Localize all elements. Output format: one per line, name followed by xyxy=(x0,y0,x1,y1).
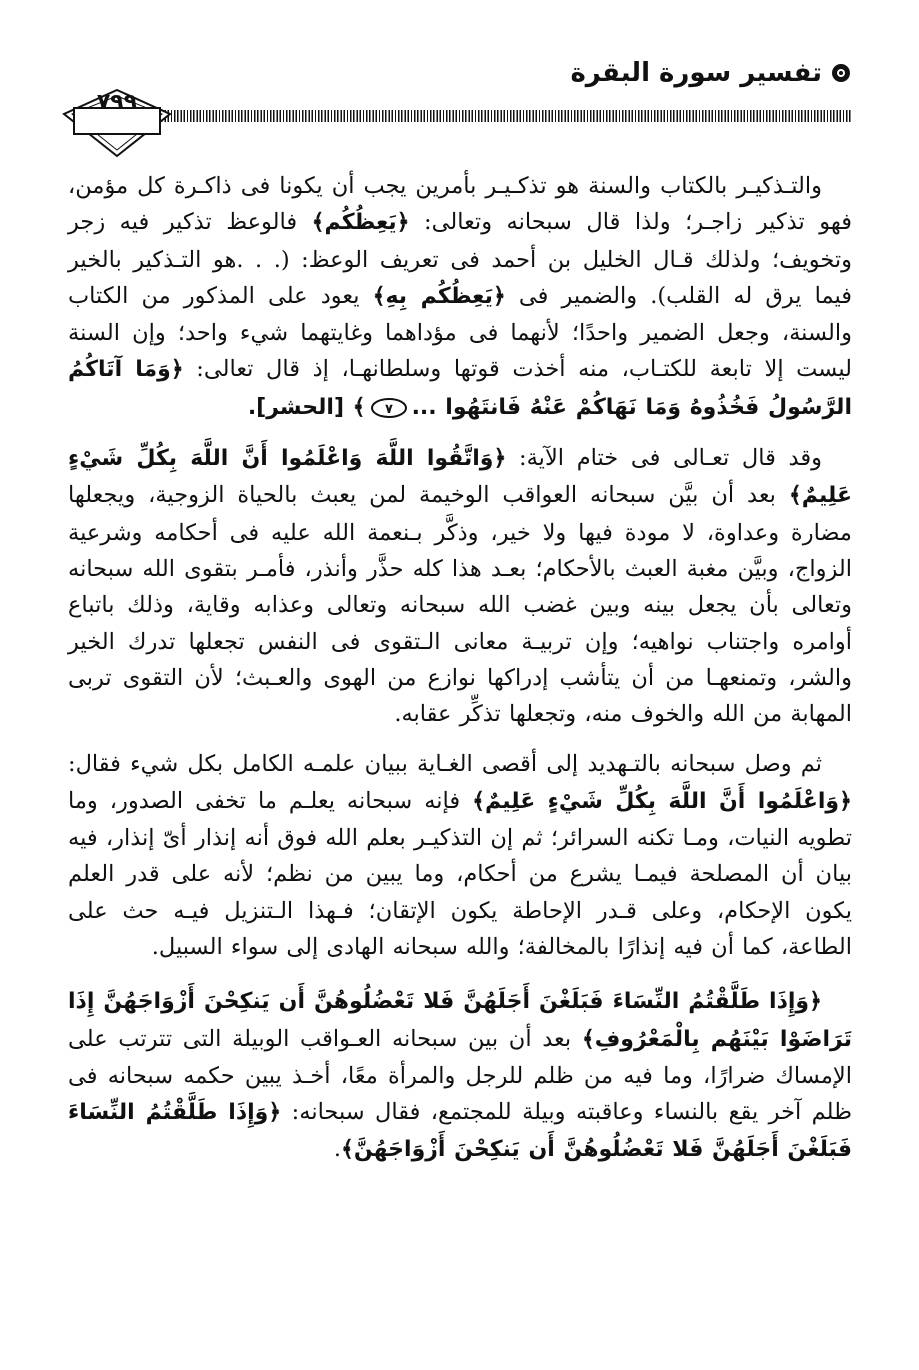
text-run: ثم وصل سبحانه بالتـهديد إلى أقصى الغـاية ببيان علمـه الكامل بكل شيء فقال: xyxy=(68,751,822,778)
quran-quote: ﴿وَاتَّقُوا اللَّهَ وَاعْلَمُوا أَنَّ اللَّهَ بِكُلِّ شَيْءٍ عَلِيمٌ﴾ xyxy=(68,446,852,509)
page-body xyxy=(68,168,852,1175)
page-header xyxy=(62,58,852,158)
quran-quote: ﴿وَإِذَا طَلَّقْتُمُ النِّسَاءَ فَبَلَغْنَ أَجَلَهُنَّ فَلا تَعْضُلُوهُنَّ أَن يَنكِحْنَ أَزْوَاجَهُنَّ إِذَا تَرَاضَوْا بَيْنَهُم بِالْمَعْرُوفِ﴾ xyxy=(68,989,852,1052)
text-run: فالوعظ تذكير فيه زجر وتخويف؛ ولذلك قـال الخليل بن أحمد فى تعريف الوعظ: (. . .هو التـذكير بالخير فيما يرق له القلب). والضمير فى xyxy=(68,209,852,309)
paragraph-1 xyxy=(68,168,852,426)
text-run: وقد قال تعـالى فى ختام الآية: xyxy=(506,445,822,472)
quran-quote: ﴿وَمَا آتَاكُمُ الرَّسُولُ فَخُذُوهُ وَمَا نَهَاكُمْ عَنْهُ فَانتَهُوا ... xyxy=(68,357,852,420)
ayah-number-marker xyxy=(370,397,408,419)
paragraph-4 xyxy=(68,983,852,1168)
header-rule xyxy=(142,110,852,122)
text-run: يعود على المذكور من الكتاب والسنة، وجعل الضمير واحدًا؛ لأنهما فى مؤداهما وغايتهما شيء واحد؛ وإن السنة ليست إلا تابعة للكتـاب، منه أخذت قوتها وسلطانهـا، إذ قال تعالى: xyxy=(68,282,852,383)
quran-quote: ﴿يَعِظُكُم بِهِ﴾ xyxy=(372,283,506,309)
quran-quote: ﴿وَإِذَا طَلَّقْتُمُ النِّسَاءَ فَبَلَغْنَ أَجَلَهُنَّ فَلا تَعْضُلُوهُنَّ أَن يَنكِحْنَ أَزْوَاجَهُنَّ﴾ xyxy=(68,1100,852,1163)
quran-quote: ﴿يَعِظُكُم﴾ xyxy=(311,210,410,236)
text-run: ﴾ [الحشر]. xyxy=(247,394,366,420)
text-run: بعد أن بيَّن سبحانه العواقب الوخيمة لمن يعبث بالحياة الزوجية، ويجعلها مضارة وعداوة، لا مودة فيها ولا خير، وذكَّر بـنعمة الله عليه فى أحكامه وشرعية الزواج، وبيَّن مغبة العبث بالأحكام؛ بعـد هذا كله حذَّر وأنذر، فأمـر بتقوى الله سبحانه وتعالى بأن يجعل بينه وبين غضب الله سبحانه وتعالى وعذابه وقاية، وذلك باتباع أوامره واجتناب نواهيه؛ وإن تربيـة معانى الـتقوى فى النفس تجعلها تدرك الخير والشر، وتمنعهـا من أن يتأشب إدراكها نوازع من الهوى والعـبث؛ لأن التقوى تربى المهابة من الله والخوف منه، وتجعلها تذكِّر عقابه. xyxy=(68,482,852,728)
paragraph-2 xyxy=(68,440,852,732)
quran-quote: ﴿وَاعْلَمُوا أَنَّ اللَّهَ بِكُلِّ شَيْءٍ عَلِيمٌ﴾ xyxy=(472,788,852,814)
page-number: ٧٩٩ xyxy=(96,90,138,115)
paragraph-3 xyxy=(68,746,852,965)
text-run: والتـذكيـر بالكتاب والسنة هو تذكـيـر بأمرين يجب أن يكونا فى ذاكـرة كل مؤمن، فهو تذكير زاجـر؛ ولذا قال سبحانه وتعالى: xyxy=(68,173,852,236)
running-title xyxy=(570,58,852,88)
text-run: فإنه سبحانه يعلـم ما تخفى الصدور، وما تطويه النيات، ومـا تكنه السرائر؛ ثم إن التذكيـر بعلم الله فوق أنه إنذار أىّ إنذار، فيه بيان أن المصلحة فيمـا يشرع من أحكام، وما يبين من نظم؛ لأنه على قدر العلم يكون الإحكام، وعلى قـدر الإحاطة يكون الإتقان؛ فـهذا الـتنزيل فيـه حث على الطاعة، كما أن فيه إنذارًا بالمخالفة؛ والله سبحانه الهادى إلى سواء السبيل. xyxy=(68,787,852,960)
ornament-icon xyxy=(830,62,852,84)
text-run: بعد أن بين سبحانه العـواقب الوبيلة التى تترتب على الإمساك ضرارًا، وما فيه من ظلم للرجل والمرأة معًا، أخـذ يبين حكمه سبحانه فى ظلم آخر يقع بالنساء وعاقبته وبيلة للمجتمع، فقال سبحانه: xyxy=(68,1025,852,1126)
text-run: . xyxy=(333,1136,341,1163)
ayah-number: ٧ xyxy=(384,401,393,417)
running-title-text: تفسير سورة البقرة xyxy=(570,58,822,88)
